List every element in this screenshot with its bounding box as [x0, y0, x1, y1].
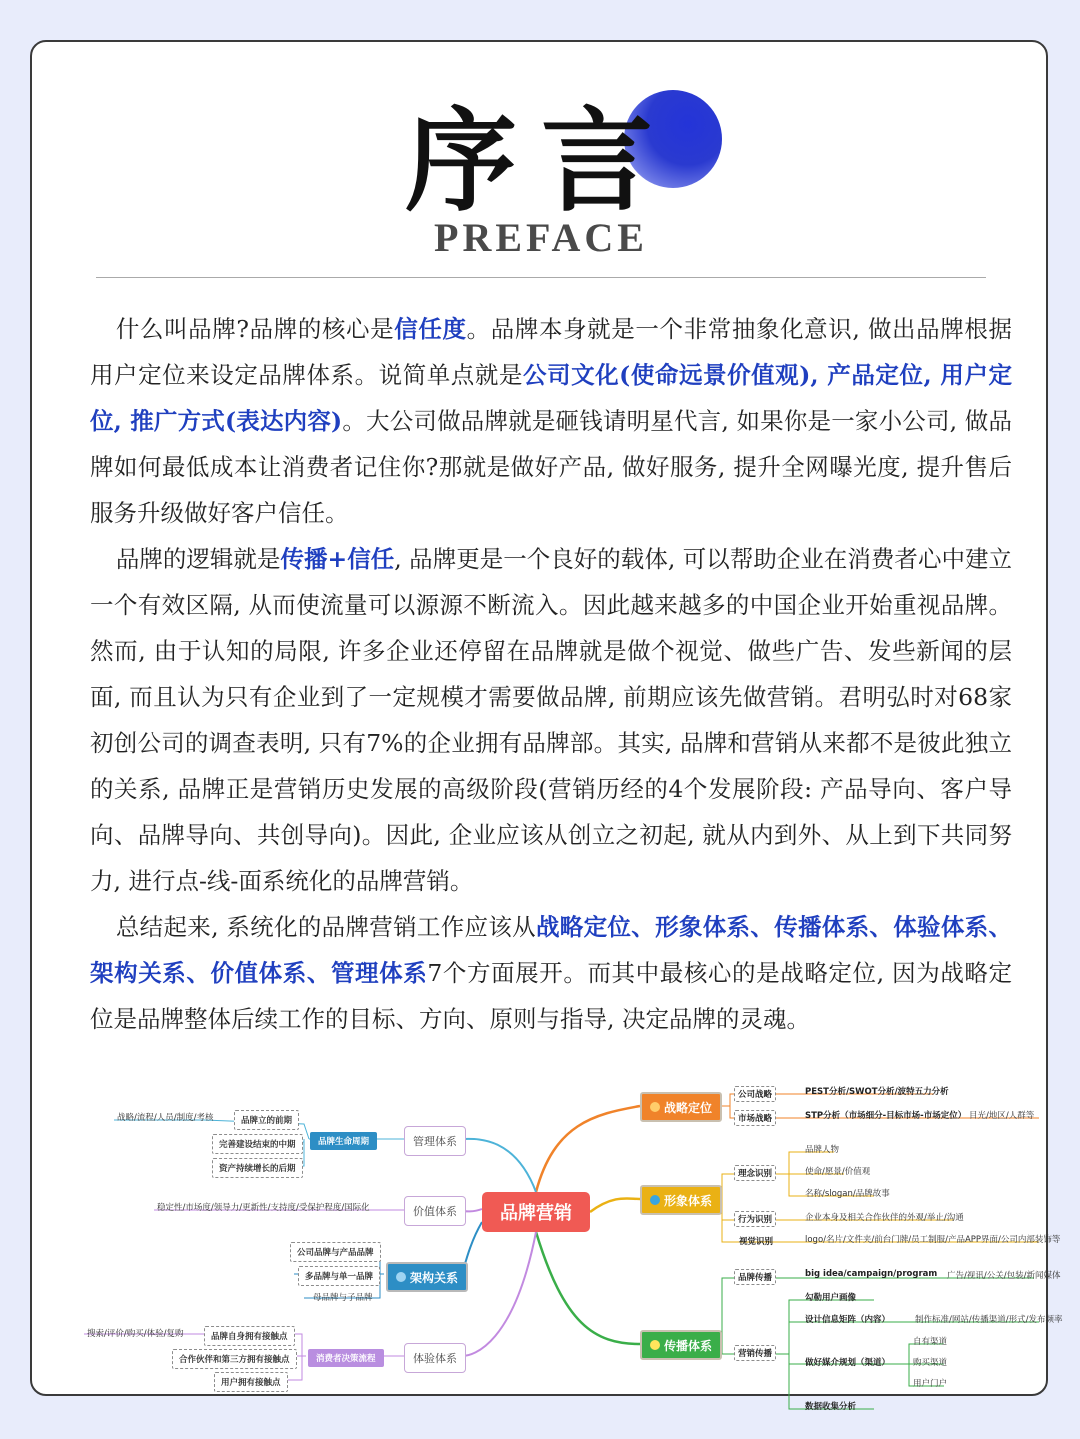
body-text-run: , 品牌更是一个良好的载体, 可以帮助企业在消费者心中建立一个有效区隔, 从而使流量可以源源不断流入。因此越来越多的中国企业开始重视品牌。然而, 由于认知的局限, 许多企业还停留在品牌就是做个视觉、做些广告、发些新闻的层面, 而且认为只有企业到了一定规模才需要做品牌, 前期应该先做营销。君明弘时对68家初创公司的调查表明, 只有7%的企业拥有品牌部。其实, 品牌和营销从来都不是彼此独立的关系, 品牌正是营销历史发展的高级阶段(营销历经的4个发展阶段: 产品导向、客户导向、品牌导向、共创导向)。因此, 企业应该从创立之初起, 就从内到外、从上到下共同努力, 进行点-线-面系统化的品牌营销。 — [90, 545, 1012, 895]
exp-leaf-1: 搜索/评价/购买/体验/复购 — [87, 1329, 184, 1339]
image-sub-2: 行为识别 — [734, 1211, 776, 1227]
mgmt-leaf-4: 资产持续增长的后期 — [212, 1158, 303, 1178]
node-value: 价值体系 — [404, 1196, 466, 1226]
comm-leaf-10: 数据收集分析 — [805, 1402, 857, 1412]
divider — [96, 277, 986, 278]
image-leaf-3: 名称/slogan/品牌故事 — [805, 1189, 890, 1199]
mgmt-leaf-3: 完善建设结束的中期 — [212, 1134, 303, 1154]
node-image: 形象体系 — [640, 1185, 722, 1215]
exp-leaf-3: 合作伙伴和第三方拥有接触点 — [172, 1349, 297, 1369]
node-strategy: 战略定位 — [640, 1092, 722, 1122]
highlight-text: 信任度 — [394, 315, 467, 343]
comm-sub-1: 品牌传播 — [734, 1269, 776, 1285]
node-mgmt: 管理体系 — [404, 1126, 466, 1156]
highlight-text: 传播+信任 — [280, 545, 395, 573]
exp-leaf-2: 品牌自身拥有接触点 — [204, 1326, 295, 1346]
strategy-leaf-1: PEST分析/SWOT分析/波特五力分析 — [805, 1087, 949, 1097]
comm-leaf-5: 制作标准/网站/传播渠道/形式/发布频率 — [915, 1315, 1063, 1325]
paragraph-2 — [90, 536, 1012, 904]
comm-leaf-3: 勾勒用户画像 — [805, 1293, 857, 1303]
mgmt-leaf-2: 品牌立的前期 — [234, 1110, 299, 1130]
strategy-sub-1: 公司战略 — [734, 1086, 776, 1102]
comm-leaf-8: 购买渠道 — [913, 1358, 948, 1368]
image-leaf-1: 品牌人物 — [805, 1145, 840, 1155]
body-text-run: 品牌的逻辑就是 — [115, 545, 281, 573]
node-comm: 传播体系 — [640, 1330, 722, 1360]
body-text-run: 总结起来, 系统化的品牌营销工作应该从 — [115, 913, 536, 941]
body-text-run: 7个方面展开。而其中最核心的是战略定位, 因为战略定位是品牌整体后续工作的目标、方向、原则与指导, 决定品牌的灵魂。 — [90, 959, 1013, 1033]
comm-leaf-2: 广告/视讯/公关/包装/新闻媒体 — [947, 1271, 1061, 1281]
brand-marketing-mindmap — [54, 1044, 1063, 1412]
arch-leaf-3: 母品牌与子品牌 — [313, 1293, 373, 1303]
arch-leaf-1: 公司品牌与产品品牌 — [290, 1242, 381, 1262]
page-title: 序言 — [405, 96, 677, 227]
paragraph-1 — [90, 306, 1012, 536]
page-subtitle: PREFACE — [434, 215, 648, 260]
strategy-leaf-3: 目光/地区/人群等 — [969, 1111, 1035, 1121]
comm-leaf-4: 设计信息矩阵（内容） — [805, 1315, 891, 1325]
comm-leaf-9: 用户门户 — [913, 1379, 948, 1389]
image-sub-1: 理念识别 — [734, 1165, 776, 1181]
highlight-text: 战略定位、形象体系、传播体系、体验体系、架构关系、价值体系、管理体系 — [90, 913, 1012, 987]
body-text-run: 。品牌本身就是一个非常抽象化意识, 做出品牌根据用户定位来设定品牌体系。说简单点就是 — [90, 315, 1012, 389]
node-exp: 体验体系 — [404, 1343, 466, 1373]
preface-card — [30, 40, 1063, 1412]
strategy-leaf-2: STP分析（市场细分-目标市场-市场定位） — [805, 1111, 967, 1121]
image-leaf-4: 企业本身及相关合作伙伴的外观/举止/沟通 — [805, 1213, 964, 1223]
image-leaf-2: 使命/愿景/价值观 — [805, 1167, 871, 1177]
preface-body — [90, 306, 1012, 1042]
exp-leaf-4: 用户拥有接触点 — [214, 1372, 288, 1392]
image-sub-3: 视觉识别 — [739, 1237, 774, 1247]
comm-sub-2: 营销传播 — [734, 1345, 776, 1361]
comm-leaf-1: big idea/campaign/program — [805, 1269, 938, 1279]
value-leaf-1: 稳定性/市场度/领导力/更新性/支持度/受保护程度/国际化 — [157, 1203, 370, 1213]
body-text-run: 什么叫品牌?品牌的核心是 — [115, 315, 395, 343]
strategy-sub-2: 市场战略 — [734, 1110, 776, 1126]
mgmt-sub: 品牌生命周期 — [310, 1132, 377, 1150]
image-leaf-5: logo/名片/文件夹/前台门牌/员工制服/产品APP界面/公司内部装饰等 — [805, 1235, 1061, 1245]
body-text-run: 。大公司做品牌就是砸钱请明星代言, 如果你是一家小公司, 做品牌如何最低成本让消费者记住你?那就是做好产品, 做好服务, 提升全网曝光度, 提升售后服务升级做好客户信任。 — [90, 407, 1012, 527]
arch-leaf-2: 多品牌与单一品牌 — [298, 1266, 380, 1286]
comm-leaf-7: 自有渠道 — [913, 1337, 948, 1347]
comm-leaf-6: 做好媒介规划（渠道） — [805, 1358, 891, 1368]
highlight-text: 公司文化(使命远景价值观), 产品定位, 用户定位, 推广方式(表达内容) — [90, 361, 1013, 435]
paragraph-3 — [90, 904, 1012, 1042]
node-arch: 架构关系 — [386, 1262, 468, 1292]
mindmap-center: 品牌营销 — [482, 1192, 590, 1232]
exp-sub: 消费者决策流程 — [308, 1349, 384, 1367]
mgmt-leaf-1: 战略/流程/人员/制度/考核 — [117, 1113, 214, 1123]
